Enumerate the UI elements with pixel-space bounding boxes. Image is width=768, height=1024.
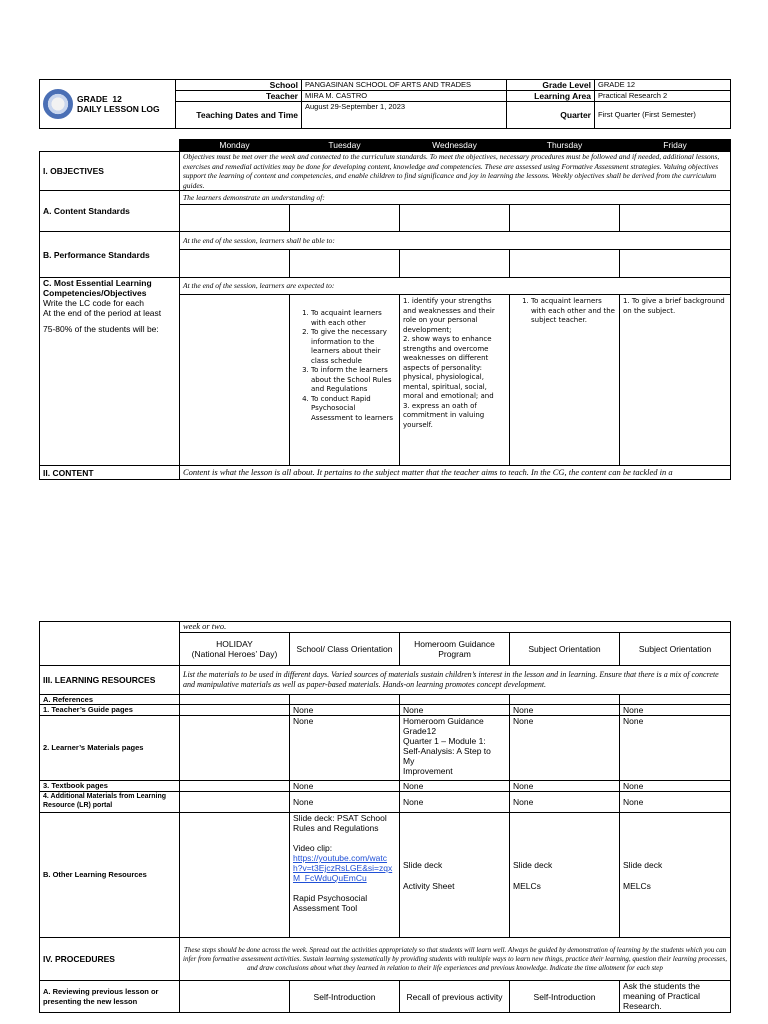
school-value: PANGASINAN SCHOOL OF ARTS AND TRADES (302, 80, 507, 91)
tg-thursday: None (510, 705, 620, 716)
reviewing-wednesday: Recall of previous activity (400, 981, 510, 1013)
tg-friday: None (620, 705, 731, 716)
reviewing-label: A. Reviewing previous lesson or presenting the new lesson (40, 981, 180, 1013)
lesson-table-page-2 (39, 621, 731, 1013)
objectives-text: Objectives must be met over the week and connected to the curriculum standards. To meet the objectives, necessary procedures must be followed and if needed, additional lessons, exercises and remedial activities may be done for developing content, knowledge and competencies. These are assessed using Formative Assessment strategies. Valuing objectives support the learning of content and competencies, and enable children to find significance and joy in learning the lessons. Weekly objectives shall be derived from the curriculum guides. (180, 152, 731, 191)
day-thursday: Thursday (510, 140, 620, 152)
other-line: MELCs (623, 880, 651, 891)
content-friday: Subject Orientation (620, 632, 731, 665)
textbook-label: 3. Textbook pages (40, 781, 180, 792)
list-item: 1. identify your strengths and weaknesses and their role on your personal development; (403, 297, 495, 334)
content-thursday: Subject Orientation (510, 632, 620, 665)
quarter-value: First Quarter (First Semester) (595, 102, 731, 129)
references-label: A. References (40, 694, 180, 705)
grade-title: GRADE 12 (77, 94, 122, 104)
am-tuesday: None (290, 792, 400, 813)
objectives-label: I. OBJECTIVES (40, 152, 180, 191)
content-label: II. CONTENT (40, 466, 180, 480)
melc-label: C. Most Essential Learning Competencies/Objectives (43, 278, 152, 298)
tb-wednesday: None (400, 781, 510, 792)
day-friday: Friday (620, 140, 731, 152)
deped-seal-icon (43, 89, 73, 119)
other-line: Slide deck (623, 859, 663, 870)
log-title: DAILY LESSON LOG (77, 104, 160, 114)
lesson-table-page-1 (39, 139, 731, 480)
other-line: MELCs (513, 880, 541, 891)
days-header-row (40, 140, 731, 152)
content-tuesday: School/ Class Orientation (290, 632, 400, 665)
learners-materials-label: 2. Learner’s Materials pages (40, 716, 180, 781)
other-line: Slide deck (513, 859, 553, 870)
quarter-label: Quarter (507, 102, 595, 129)
procedures-label: IV. PROCEDURES (40, 938, 180, 981)
additional-materials-label: 4. Additional Materials from Learning Resource (LR) portal (40, 792, 180, 813)
lm-tuesday: None (290, 716, 400, 781)
lm-line: Grade12 (403, 726, 437, 736)
list-item: 2. show ways to enhance strengths and overcome weaknesses on different aspects of personality: physical, physiological, mental, spiritual, social, moral and emotional; and (403, 335, 494, 400)
performance-standards-note: At the end of the session, learners shall be able to: (180, 232, 731, 250)
lm-wednesday (400, 716, 510, 781)
list-item: 3. express an oath of commitment in valuing yourself. (403, 401, 485, 429)
lm-friday: None (620, 716, 731, 781)
melc-wednesday (400, 295, 510, 466)
teacher-value: MIRA M. CASTRO (302, 91, 507, 102)
other-line: Slide deck (403, 859, 443, 870)
melc-monday (180, 295, 290, 466)
holiday-title: HOLIDAY (216, 638, 253, 649)
tb-tuesday: None (290, 781, 400, 792)
am-thursday: None (510, 792, 620, 813)
content-standards-note: The learners demonstrate an understanding of: (180, 191, 731, 205)
grade-level-value: GRADE 12 (595, 80, 731, 91)
list-item: 3. To inform the learners about the School Rules and Regulations (311, 366, 396, 395)
melc-friday: 1. To give a brief background on the subject. (620, 295, 731, 466)
other-line: Rapid Psychosocial Assessment Tool (293, 893, 368, 913)
reviewing-friday: Ask the students the meaning of Practical Research. (620, 981, 731, 1013)
tg-wednesday: None (400, 705, 510, 716)
teacher-label: Teacher (176, 91, 302, 102)
procedures-text: These steps should be done across the week. Spread out the activities appropriately so that students will learn well. Always be guided by demonstration of learning by the students which you can infer from formative assessment activities. Sustain learning systematically by providing students with multiple ways to learn new things, practice their learning, question their learning processes, and draw conclusions about what they learned in relation to their life experiences and previous knowledge. Indicate the time allotment for each step (180, 938, 731, 981)
holiday-name: (National Heroes’ Day) (191, 648, 278, 659)
other-line: Video clip: (293, 843, 333, 853)
lm-line: Improvement (403, 766, 453, 776)
melc-sub2: At the end of the period at least (43, 308, 162, 318)
lm-line: My (403, 756, 415, 766)
day-wednesday: Wednesday (400, 140, 510, 152)
other-line: Slide deck: PSAT School Rules and Regulations (293, 813, 387, 833)
melc-sub3: 75-80% of the students will be: (43, 324, 159, 334)
content-wednesday: Homeroom Guidance Program (400, 632, 510, 665)
learning-resources-text: List the materials to be used in different days. Varied sources of materials sustain children’s interest in the lesson and in learning. Ensure that there is a mix of concrete and manipulative materials as well as paper-based materials. Hands-on learning promotes concept development. (180, 665, 731, 694)
day-tuesday: Tuesday (290, 140, 400, 152)
other-line: Activity Sheet (403, 880, 455, 891)
list-item: 4. To conduct Rapid Psychosocial Assessment to learners (311, 395, 396, 424)
reviewing-thursday: Self-Introduction (510, 981, 620, 1013)
list-item: 2. To give the necessary information to the learners about their class schedule (311, 328, 396, 366)
lm-line: Homeroom Guidance (403, 716, 484, 726)
list-item: 1. To acquaint learners with each other (311, 309, 396, 328)
melc-note: At the end of the session, learners are expected to: (180, 278, 731, 295)
melc-label-cell (40, 278, 180, 466)
lm-thursday: None (510, 716, 620, 781)
school-label: School (176, 80, 302, 91)
other-friday (620, 813, 731, 938)
performance-standards-label: B. Performance Standards (40, 232, 180, 278)
video-link[interactable]: https://youtube.com/watch?v=t3EjczRsLGE&si=zqxM_FcWduQuEmCu (293, 853, 393, 883)
tb-friday: None (620, 781, 731, 792)
list-item: 1. To acquaint learners with each other and the subject teacher. (531, 297, 616, 326)
dates-label: Teaching Dates and Time (176, 102, 302, 129)
lm-line: Quarter 1 – Module 1: (403, 736, 486, 746)
day-monday: Monday (180, 140, 290, 152)
melc-sub1: Write the LC code for each (43, 298, 144, 308)
reviewing-tuesday: Self-Introduction (290, 981, 400, 1013)
learning-area-value: Practical Research 2 (595, 91, 731, 102)
learning-area-label: Learning Area (507, 91, 595, 102)
other-thursday (510, 813, 620, 938)
grade-level-label: Grade Level (507, 80, 595, 91)
learning-resources-label: III. LEARNING RESOURCES (40, 665, 180, 694)
content-monday (180, 632, 290, 665)
other-resources-label: B. Other Learning Resources (40, 813, 180, 938)
header-title-cell (40, 80, 176, 129)
other-wednesday (400, 813, 510, 938)
am-wednesday: None (400, 792, 510, 813)
content-text-continued: week or two. (180, 622, 731, 633)
dates-value: August 29-September 1, 2023 (302, 102, 507, 129)
lm-line: Self-Analysis: A Step to (403, 746, 491, 756)
tg-tuesday: None (290, 705, 400, 716)
content-standards-label: A. Content Standards (40, 191, 180, 232)
header-table (39, 79, 731, 129)
teachers-guide-label: 1. Teacher’s Guide pages (40, 705, 180, 716)
other-tuesday (290, 813, 400, 938)
content-text: Content is what the lesson is all about. It pertains to the subject matter that the teacher aims to teach. In the CG, the content can be tackled in a (180, 466, 731, 480)
tb-thursday: None (510, 781, 620, 792)
am-friday: None (620, 792, 731, 813)
melc-thursday (510, 295, 620, 466)
melc-tuesday (290, 295, 400, 466)
